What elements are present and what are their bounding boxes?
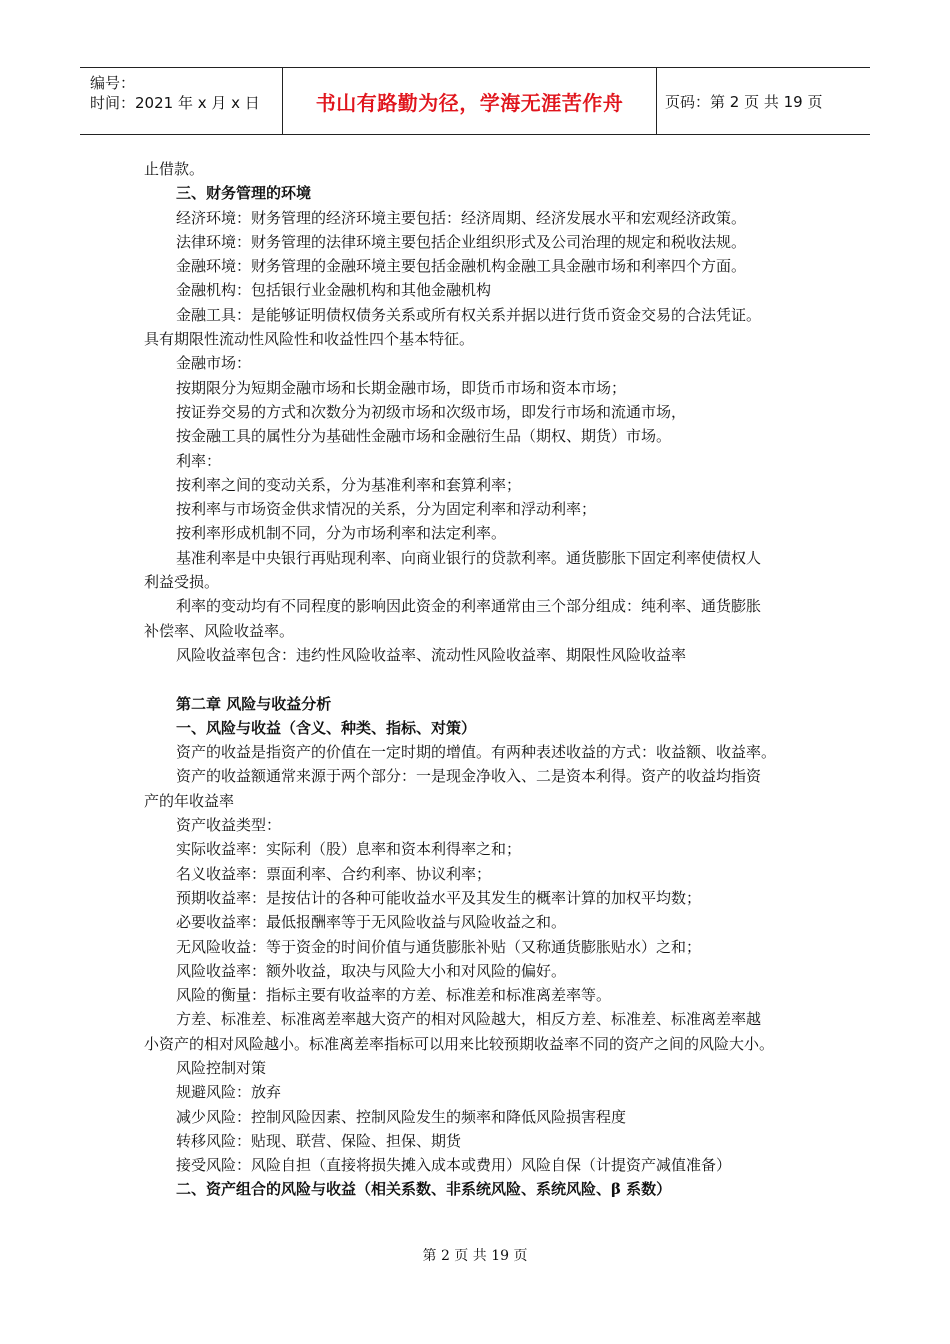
body-line: 按证券交易的方式和次数分为初级市场和次级市场，即发行市场和流通市场，: [176, 402, 687, 421]
body-line: 按利率与市场资金供求情况的关系，分为固定利率和浮动利率；: [176, 500, 597, 519]
body-line: 小资产的相对风险越小。标准离差率指标可以用来比较预期收益率不同的资产之间的风险大小。: [144, 1034, 775, 1053]
document-number-label: 编号：: [90, 74, 136, 92]
section-heading: 一、风险与收益（含义、种类、指标、对策）: [176, 718, 477, 737]
page-header: [80, 67, 870, 135]
body-line: 实际收益率：实际利（股）息率和资本利得率之和；: [176, 840, 522, 859]
body-line: 利率的变动均有不同程度的影响因此资金的利率通常由三个部分组成：纯利率、通货膨胀: [176, 597, 762, 616]
body-line: 规避风险：放弃: [176, 1083, 282, 1102]
body-line: 利益受损。: [144, 573, 220, 592]
body-line: 按利率形成机制不同，分为市场利率和法定利率。: [176, 524, 507, 543]
body-line: 金融环境：财务管理的金融环境主要包括金融机构金融工具金融市场和利率四个方面。: [176, 257, 747, 276]
blank-line: [144, 667, 816, 691]
body-line: 风险收益率包含：违约性风险收益率、流动性风险收益率、期限性风险收益率: [176, 645, 687, 664]
body-line: 接受风险：风险自担（直接将损失摊入成本或费用）风险自保（计提资产减值准备）: [176, 1156, 732, 1175]
body-line: 方差、标准差、标准离差率越大资产的相对风险越大，相反方差、标准差、标准离差率越: [176, 1010, 762, 1029]
body-line: 转移风险：贴现、联营、保险、担保、期货: [176, 1131, 462, 1150]
header-page-number: 页码：第 2 页 共 19 页: [665, 92, 823, 111]
body-line: 金融工具：是能够证明债权债务关系或所有权关系并据以进行货币资金交易的合法凭证。: [176, 305, 762, 324]
body-line: 名义收益率：票面利率、合约利率、协议利率；: [176, 864, 492, 883]
section-heading: 三、财务管理的环境: [176, 184, 312, 203]
body-line: 预期收益率：是按估计的各种可能收益水平及其发生的概率计算的加权平均数；: [176, 888, 702, 907]
body-line: 法律环境：财务管理的法律环境主要包括企业组织形式及公司治理的规定和税收法规。: [176, 232, 747, 251]
header-meta: [80, 68, 283, 134]
body-line: 必要收益率：最低报酬率等于无风险收益与风险收益之和。: [176, 913, 567, 932]
body-line: 减少风险：控制风险因素、控制风险发生的频率和降低风险损害程度: [176, 1107, 627, 1126]
body-line: 按期限分为短期金融市场和长期金融市场，即货币市场和资本市场；: [176, 378, 627, 397]
body-line: 具有期限性流动性风险性和收益性四个基本特征。: [144, 330, 475, 349]
body-line: 按金融工具的属性分为基础性金融市场和金融衍生品（期权、期货）市场。: [176, 427, 672, 446]
document-date-label: 时间：2021 年 x 月 x 日: [90, 94, 260, 112]
body-line: 风险控制对策: [176, 1058, 267, 1077]
body-line: 补偿率、风险收益率。: [144, 621, 295, 640]
body-line: 按利率之间的变动关系，分为基准利率和套算利率；: [176, 475, 522, 494]
body-line: 产的年收益率: [144, 791, 235, 810]
body-line: 止借款。: [144, 160, 205, 178]
page-footer: 第 2 页 共 19 页: [422, 1248, 528, 1264]
body-line: 无风险收益：等于资金的时间价值与通货膨胀补贴（又称通货膨胀贴水）之和；: [176, 937, 702, 956]
body-line: 资产的收益是指资产的价值在一定时期的增值。有两种表述收益的方式：收益额、收益率。: [176, 743, 777, 762]
body-line: 金融市场：: [176, 354, 252, 373]
body-line: 资产的收益额通常来源于两个部分：一是现金净收入、二是资本利得。资产的收益均指资: [176, 767, 762, 786]
body-line: 资产收益类型：: [176, 816, 282, 835]
body-line: 基准利率是中央银行再贴现利率、向商业银行的贷款利率。通货膨胀下固定利率使债权人: [176, 548, 762, 567]
body-line: 金融机构：包括银行业金融机构和其他金融机构: [176, 281, 492, 300]
header-motto: 书山有路勤为径，学海无涯苦作舟: [283, 68, 657, 134]
section-heading: 第二章 风险与收益分析: [176, 694, 332, 713]
document-body: [144, 157, 816, 1202]
body-line: 风险收益率：额外收益，取决与风险大小和对风险的偏好。: [176, 961, 567, 980]
body-line: 风险的衡量：指标主要有收益率的方差、标准差和标准离差率等。: [176, 986, 612, 1005]
body-line: 经济环境：财务管理的经济环境主要包括：经济周期、经济发展水平和宏观经济政策。: [176, 208, 747, 227]
body-line: 利率：: [176, 451, 222, 470]
section-heading: 二、资产组合的风险与收益（相关系数、非系统风险、系统风险、β 系数）: [176, 1180, 672, 1199]
